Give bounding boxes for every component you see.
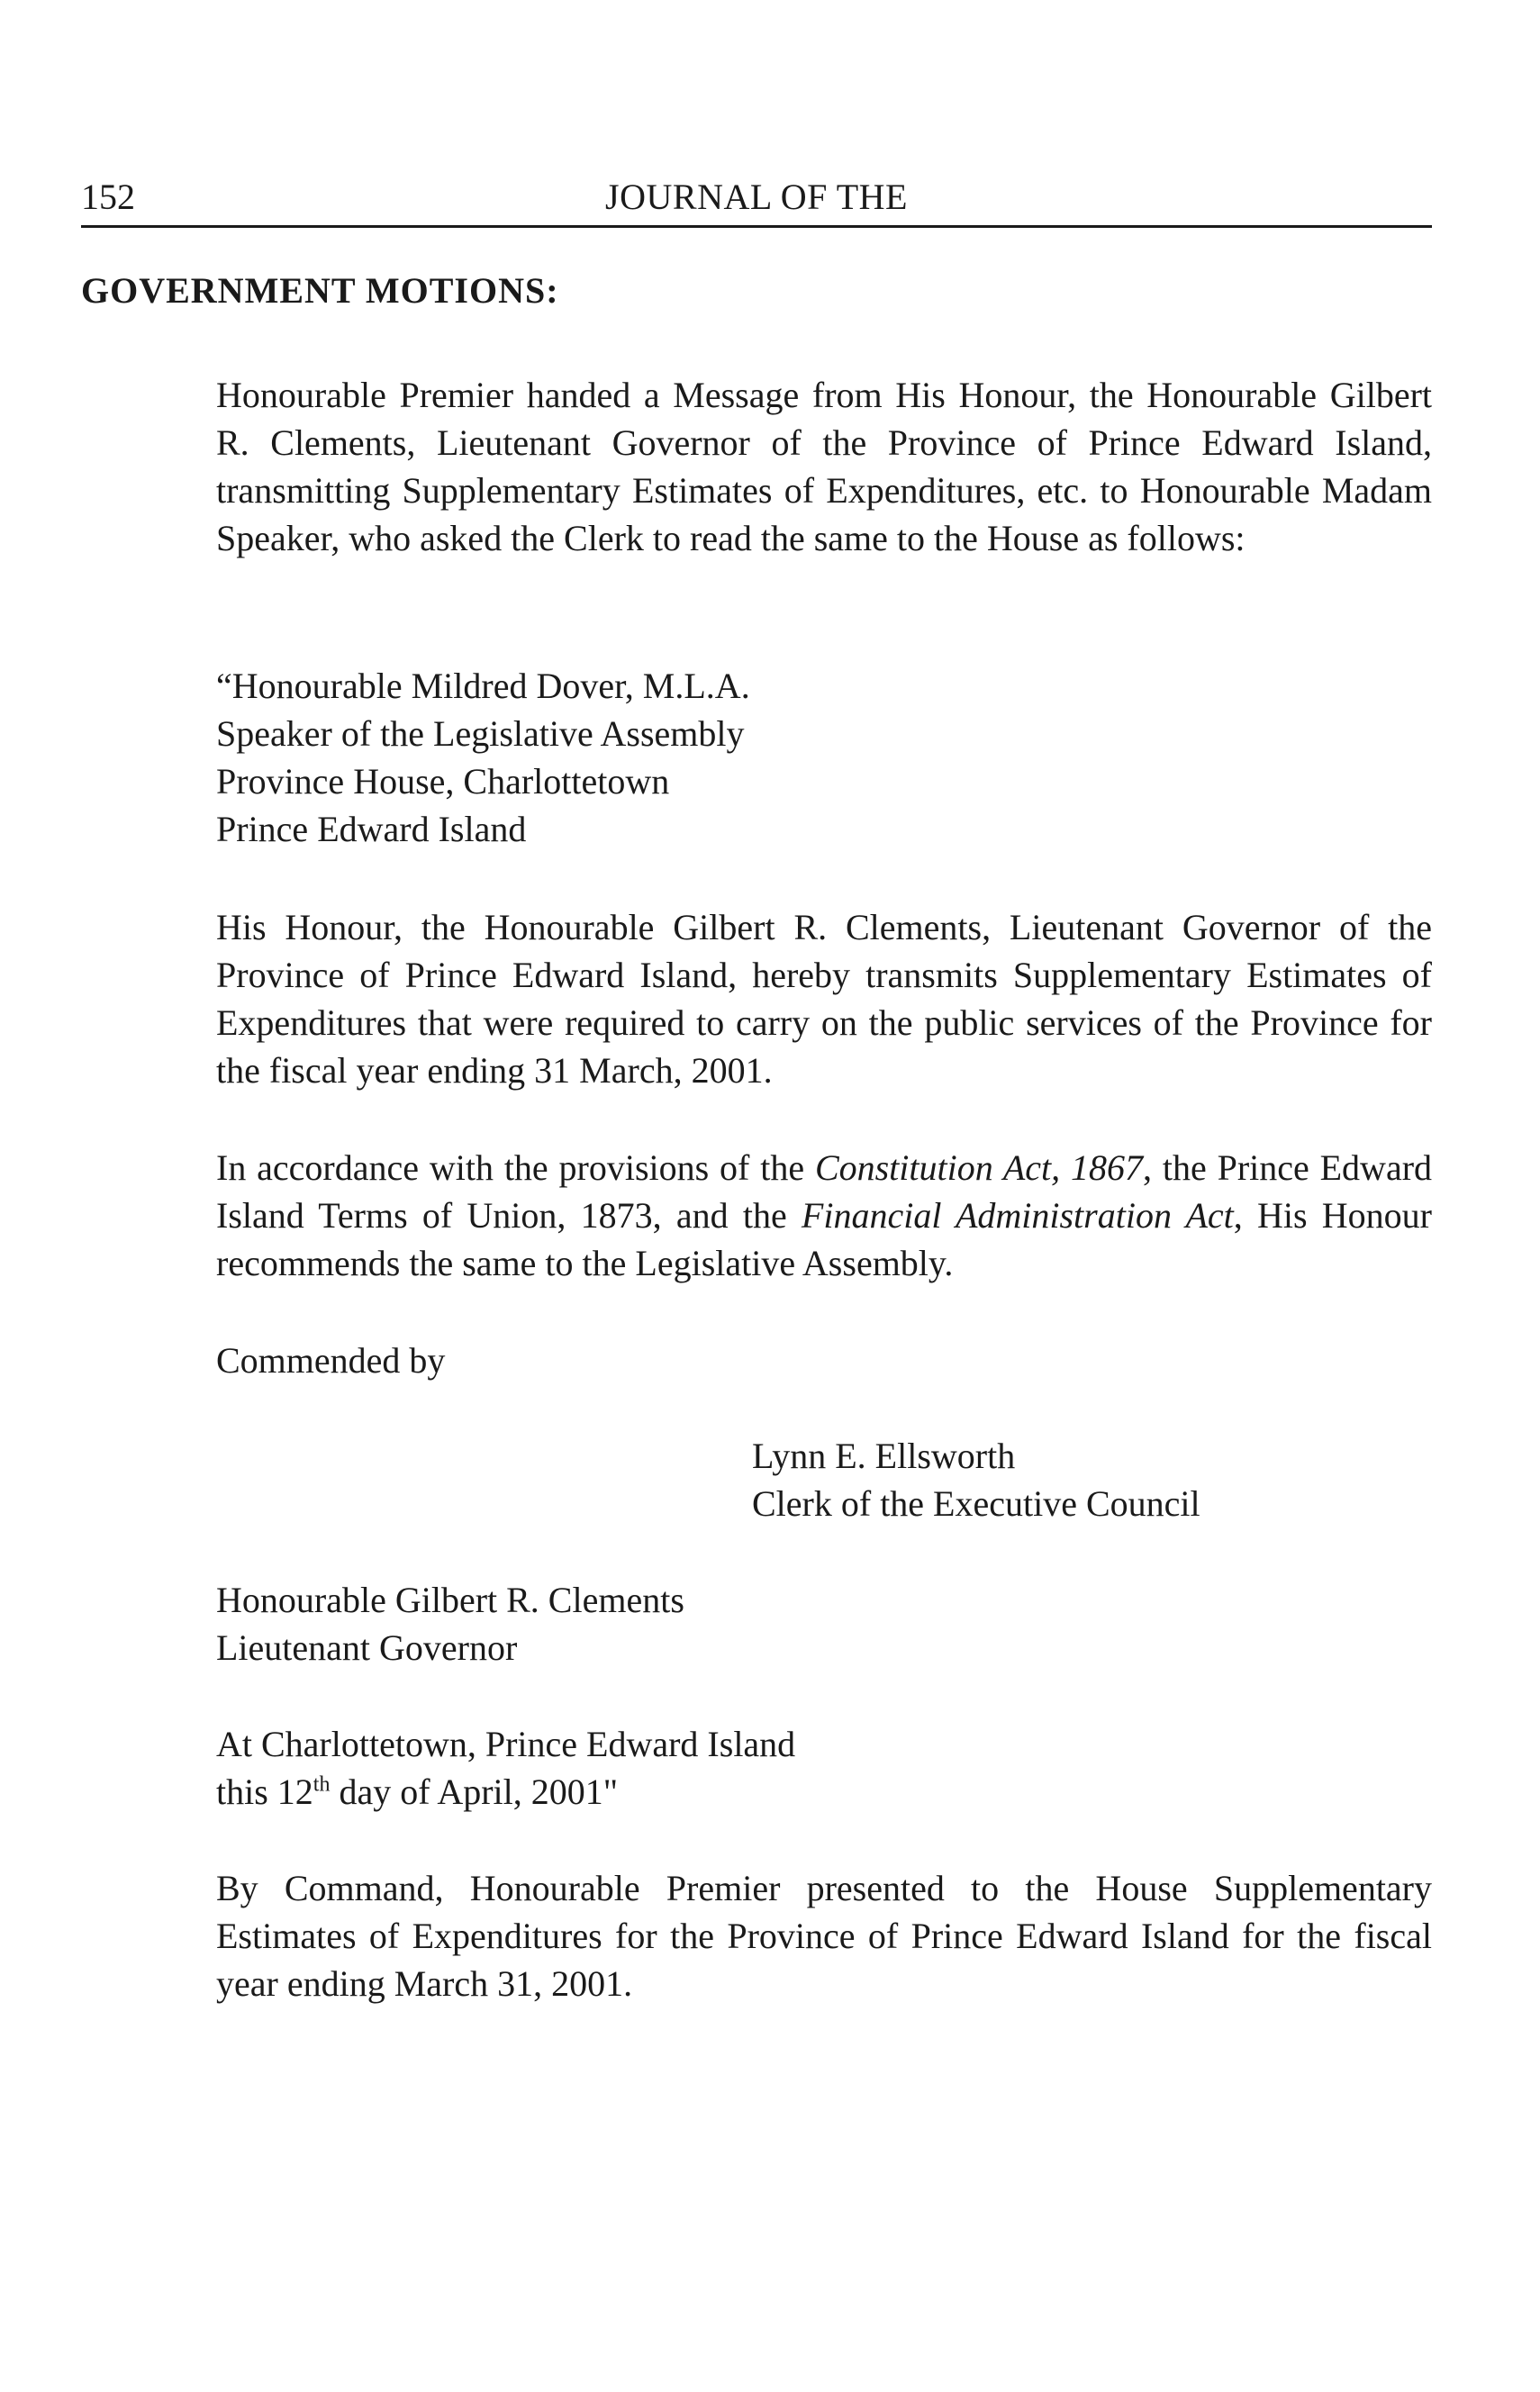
page-header xyxy=(81,162,1432,228)
clerk-signature xyxy=(752,1432,1200,1527)
closing-paragraph: By Command, Honourable Premier presented to the House Supplementary Estimates of Expenditures for the Province of Prince Edward Island for the fiscal year ending March 31, 2001. xyxy=(216,1868,1432,2004)
running-title: JOURNAL OF THE xyxy=(605,177,908,217)
page-number: 152 xyxy=(81,177,135,217)
signatory-name: Honourable Gilbert R. Clements xyxy=(216,1580,684,1620)
address-line: Province House, Charlottetown xyxy=(216,761,670,802)
accordance-text: , His Honour recommends the same to the Legislative Assembly. xyxy=(216,1195,1432,1283)
date-rest: day of April, 2001" xyxy=(330,1771,619,1812)
dateline-place: At Charlottetown, Prince Edward Island xyxy=(216,1724,796,1764)
accordance-text: , the Prince Edward Island Terms of Union, 1873, and the xyxy=(216,1147,1433,1236)
address-block xyxy=(216,662,1432,853)
accordance-paragraph xyxy=(216,1144,1432,1287)
section-heading: GOVERNMENT MOTIONS: xyxy=(81,270,559,311)
intro-paragraph: Honourable Premier handed a Message from His Honour, the Honourable Gilbert R. Clements, Lieutenant Governor of the Province of Prince Edward Island, transmitting Supplementary Estimates of Expenditures, etc. to Honourable Madam Speaker, who asked the Clerk to read the same to the House as follows: xyxy=(216,375,1432,558)
dateline xyxy=(216,1720,1432,1816)
date-prefix: this 12 xyxy=(216,1771,313,1812)
signatory-title: Clerk of the Executive Council xyxy=(752,1483,1200,1524)
act-title: Constitution Act, 1867 xyxy=(814,1147,1144,1188)
date-ordinal-suffix: th xyxy=(313,1772,331,1797)
commended-by: Commended by xyxy=(216,1340,446,1381)
address-line: Prince Edward Island xyxy=(216,809,527,849)
signatory-title: Lieutenant Governor xyxy=(216,1627,518,1668)
dateline-date xyxy=(216,1768,1432,1816)
address-line: “Honourable Mildred Dover, M.L.A. xyxy=(216,666,750,706)
signatory-name: Lynn E. Ellsworth xyxy=(752,1436,1016,1476)
governor-signature xyxy=(216,1576,1432,1672)
accordance-text: In accordance with the provisions of the xyxy=(216,1147,815,1188)
message-paragraph: His Honour, the Honourable Gilbert R. Clements, Lieutenant Governor of the Province of Prince Edward Island, hereby transmits Supplementary Estimates of Expenditures that were required to carry on the public services of the Province for the fiscal year ending 31 March, 2001. xyxy=(216,907,1432,1091)
address-line: Speaker of the Legislative Assembly xyxy=(216,713,745,754)
act-title: Financial Administration Act xyxy=(801,1195,1234,1236)
